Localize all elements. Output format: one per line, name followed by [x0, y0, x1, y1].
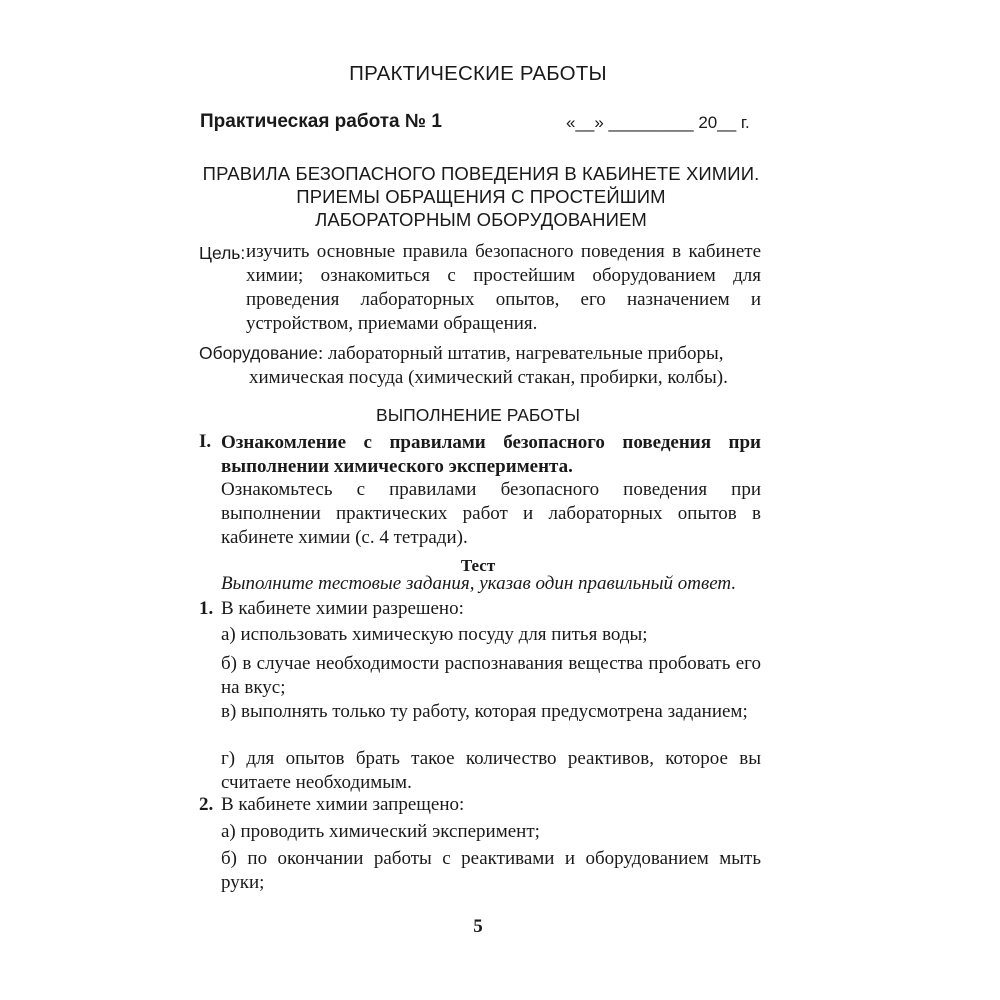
question-1-text: В кабинете химии разрешено: — [221, 598, 464, 619]
section-title: ПРАКТИЧЕСКИЕ РАБОТЫ — [349, 62, 607, 85]
progress-title: ВЫПОЛНЕНИЕ РАБОТЫ — [376, 405, 580, 425]
test-title: Тест — [460, 556, 496, 575]
question-1-option-c: в) выполнять только ту работу, которая предусмотрена заданием; — [221, 701, 748, 722]
question-2-option-a: а) проводить химический эксперимент; — [221, 821, 540, 842]
question-2-text: В кабинете химии запрещено: — [221, 794, 465, 815]
date-fill-line: «__» _________ 20__ г. — [566, 113, 750, 132]
goal-text: изучить основные правила безопасного поведения в кабинете химии; ознакомиться с простейшим оборудованием для проведения лабораторных опытов, его назначением и устройством, приемами обращения. — [246, 241, 761, 334]
question-1-option-b: б) в случае необходимости распознавания вещества пробовать его на вкус; — [221, 653, 761, 698]
equipment-text-second: химическая посуда (химический стакан, пробирки, колбы). — [249, 367, 728, 388]
equipment-label: Оборудование — [199, 343, 319, 363]
topic-line-1: ПРАВИЛА БЕЗОПАСНОГО ПОВЕДЕНИЯ В КАБИНЕТЕ ХИМИИ. — [202, 163, 760, 184]
question-1-number: 1. — [199, 598, 214, 619]
topic-heading — [180, 162, 782, 231]
question-1-option-d: г) для опытов брать такое количество реактивов, которое вы считаете необходимым. — [221, 748, 761, 793]
question-2-option-b: б) по окончании работы с реактивами и оборудованием мыть руки; — [221, 848, 761, 893]
page-number: 5 — [473, 916, 483, 937]
work-title: Практическая работа № 1 — [200, 111, 442, 132]
part-body: Ознакомьтесь с правилами безопасного поведения при выполнении практических работ и лабораторных опытов в кабинете химии (с. 4 тетради). — [221, 479, 761, 548]
question-2-number: 2. — [199, 794, 214, 815]
topic-line-2: ПРИЕМЫ ОБРАЩЕНИЯ С ПРОСТЕЙШИМ — [296, 186, 666, 207]
equipment-text-first: : лабораторный штатив, нагревательные приборы, — [318, 343, 724, 364]
part-number: I. — [199, 431, 212, 452]
equipment-paragraph — [199, 341, 762, 390]
part-title: Ознакомление с правилами безопасного поведения при выполнении химического эксперимента. — [221, 432, 761, 477]
goal-label: Цель: — [199, 243, 246, 263]
test-instruction: Выполните тестовые задания, указав один правильный ответ. — [221, 573, 737, 594]
question-1-option-a: а) использовать химическую посуду для питья воды; — [221, 624, 648, 645]
topic-line-3: ЛАБОРАТОРНЫМ ОБОРУДОВАНИЕМ — [315, 209, 647, 230]
